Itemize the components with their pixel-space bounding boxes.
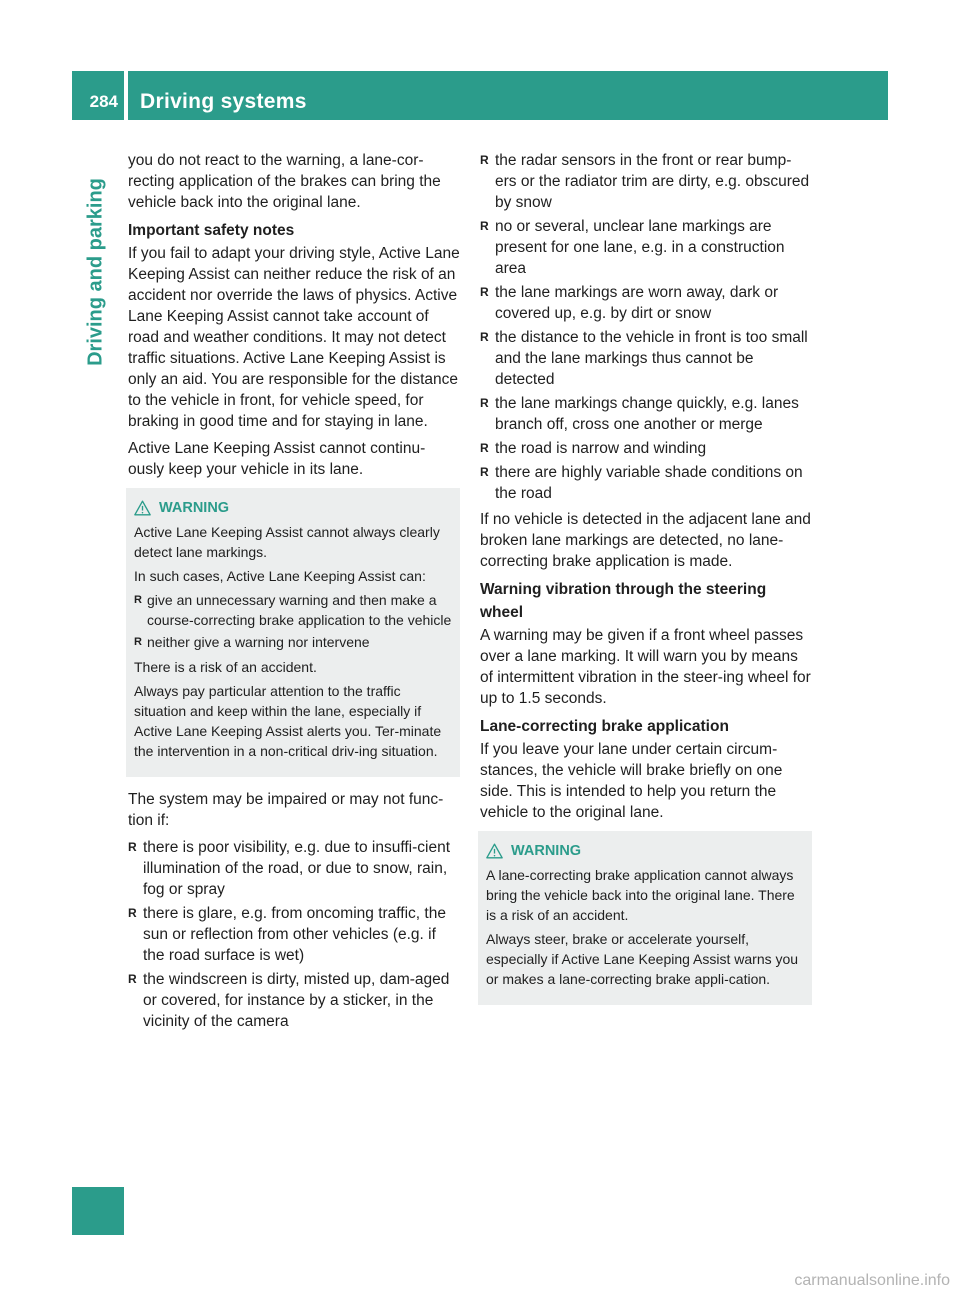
impaired-list [128,837,460,1032]
warning-box [126,488,460,777]
warning-text: Always pay particular attention to the traffic situation and keep within the lane, especially if Active Lane Keeping Assist alerts you. Ter-minate the intervention in a non-critical driv-ing situation. [134,683,442,759]
safety-paragraph: If you fail to adapt your driving style, Active Lane Keeping Assist can neither reduce the risk of an accident nor override the laws of physics. Active Lane Keeping Assist cannot take account of road and weather conditions. It may not detect traffic situations. Active Lane Keeping Assist is only an aid. You are responsible for the distance to the vehicle in front, for vehicle speed, for braking in good time and for staying in lane. [128,245,460,430]
list-item: R the lane markings change quickly, e.g. lanes branch off, cross one another or merge [480,393,812,435]
impaired-intro: The system may be impaired or may not func-tion if: [128,791,444,829]
vibration-heading: Warning vibration through the steering wheel [480,581,767,621]
section-title: Driving systems [140,90,307,113]
page-number: 284 [89,92,118,111]
warning-text: Active Lane Keeping Assist cannot always clearly detect lane markings. [134,524,440,560]
warning-text: There is a risk of an accident. [134,659,317,675]
warning-list [134,590,452,652]
list-item: R there is glare, e.g. from oncoming traffic, the sun or reflection from other vehicles (e.g. if the road surface is wet) [128,903,460,966]
warning-box [478,831,812,1005]
warning-header [134,498,452,518]
warning-title: WARNING [511,843,582,859]
brake-paragraph: If you leave your lane under certain circum-stances, the vehicle will brake briefly on one side. This is intended to help you return the vehicle to the original lane. [480,741,783,821]
vibration-paragraph: A warning may be given if a front wheel passes over a lane marking. It will warn you by means of intermittent vibration in the steer-ing wheel for up to 1.5 seconds. [480,627,811,707]
list-item: R the road is narrow and winding [480,438,812,459]
list-item: R there is poor visibility, e.g. due to insuffi-cient illumination of the road, or due to snow, rain, fog or spray [128,837,460,900]
list-item: R there are highly variable shade conditions on the road [480,462,812,504]
warning-text: In such cases, Active Lane Keeping Assist can: [134,568,426,584]
warning-title: WARNING [159,500,230,516]
list-item: R the windscreen is dirty, misted up, dam-aged or covered, for instance by a sticker, in the vicinity of the camera [128,969,460,1032]
warning-text: A lane-correcting brake application cannot always bring the vehicle back into the original lane. There is a risk of an accident. [486,867,795,923]
list-item: R the distance to the vehicle in front is too small and the lane markings thus cannot be detected [480,327,812,390]
list-item: R the lane markings are worn away, dark or covered up, e.g. by dirt or snow [480,282,812,324]
list-item: R no or several, unclear lane markings are present for one lane, e.g. in a construction area [480,216,812,279]
list-item: R neither give a warning nor intervene [134,632,452,652]
watermark: carmanualsonline.info [794,1272,950,1289]
warning-triangle-icon [134,500,151,516]
safety-paragraph-2: Active Lane Keeping Assist cannot continu-ously keep your vehicle in its lane. [128,440,426,478]
right-column [480,150,812,1017]
no-vehicle-paragraph: If no vehicle is detected in the adjacent lane and broken lane markings are detected, no lane-correcting brake application is made. [480,511,811,570]
warning-header [486,841,804,861]
important-safety-heading: Important safety notes [128,222,295,239]
warning-text: Always steer, brake or accelerate yourself, especially if Active Lane Keeping Assist warns you or makes a lane-correcting brake appli-cation. [486,931,799,987]
sidebar-chapter-label [66,157,126,387]
sidebar-marker [72,1187,124,1235]
list-item: R the radar sensors in the front or rear bump-ers or the radiator trim are dirty, e.g. obscured by snow [480,150,812,213]
sidebar-chapter-text: Driving and parking [84,178,107,366]
intro-paragraph: you do not react to the warning, a lane-cor-recting application of the brakes can bring the vehicle back into the original lane. [128,152,441,211]
left-column [128,150,460,1037]
warning-triangle-icon [486,843,503,859]
header-divider [124,71,128,120]
list-item: R give an unnecessary warning and then make a course-correcting brake application to the vehicle [134,590,452,630]
impaired-list-continued [480,150,812,504]
brake-heading: Lane-correcting brake application [480,718,729,735]
